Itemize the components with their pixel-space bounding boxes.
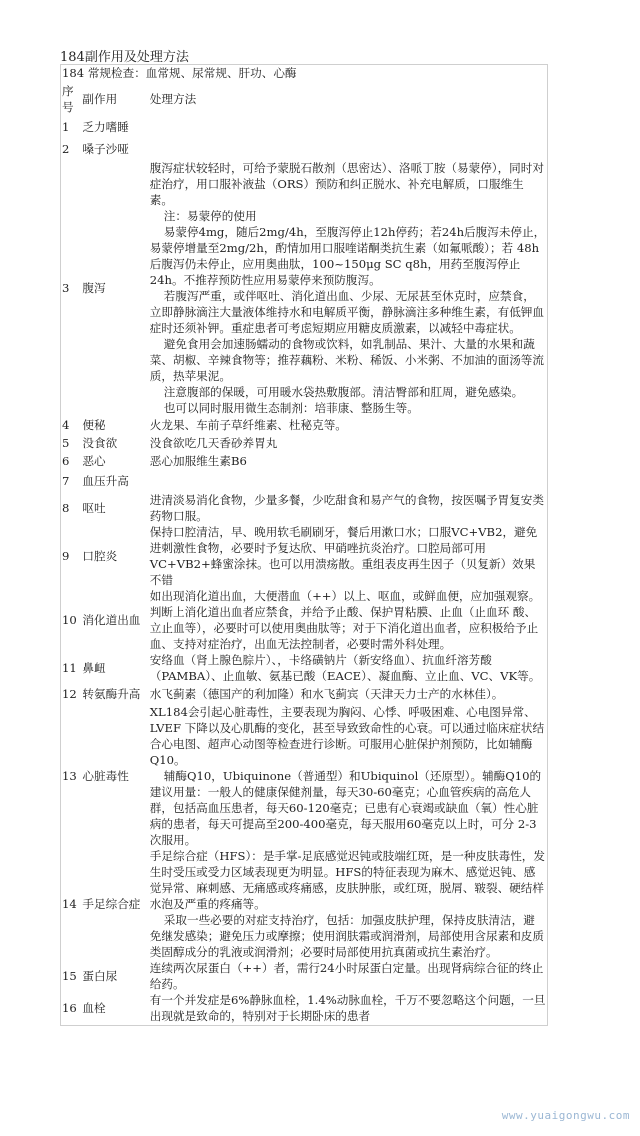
table-heading-row <box>60 64 548 82</box>
table-row <box>60 704 548 848</box>
table-row <box>60 684 548 704</box>
page-title: 184副作用及处理方法 <box>60 50 189 65</box>
row-number: 15 <box>62 969 77 983</box>
treatment-paragraph: 易蒙停4mg，随后2mg/4h，至腹泻停止12h停药；若24h后腹泻未停止，易蒙停增量至2mg/2h，酌情加用口服喹诺酮类抗生素（如氟哌酸）；若 48h后腹泻仍未停止，应用奥曲肽，100~150μg SC q8h，用药至腹泻停止24h。不推荐预防性应用易蒙停来预防腹泻。 <box>149 225 546 287</box>
table-row <box>60 416 548 434</box>
row-treatment <box>148 524 548 588</box>
row-side-effect: 呕吐 <box>82 501 106 515</box>
row-side-effect: 消化道出血 <box>82 613 141 627</box>
row-side-effect: 转氨酶升高 <box>82 687 141 701</box>
treatment-paragraph: 注意腹部的保暖，可用暖水袋热敷腹部。清洁臀部和肛周，避免感染。 <box>163 385 524 399</box>
row-number: 3 <box>62 281 70 295</box>
row-number: 1 <box>62 120 70 134</box>
treatment-paragraph: 安络血（肾上腺色腙片）、，卡络磺钠片（新安络血）、抗血纤溶芳酸（PAMBA）、止血敏、氨基已酸（EACE）、凝血酶、立止血、VC、VK等。 <box>149 653 541 683</box>
side-effects-table <box>60 64 548 1024</box>
treatment-paragraph: 如出现消化道出血，大便潜血（++）以上、呕血，或鲜血便，应加强观察。判断上消化道出血者应禁食，并给予止酸、保护胃粘膜、止血（止血环 酸、立止血等），必要时可以使用奥曲肽等；对于下消化道出血者，应积极给予止血、支持对症治疗，出血无法控制者，必要时需外科处理。 <box>149 589 541 651</box>
watermark: www.yuaigongwu.com <box>501 1109 630 1122</box>
row-number: 11 <box>62 661 77 675</box>
treatment-paragraph: 进清淡易消化食物，少量多餐，少吃甜食和易产气的食物，按医嘱予胃复安类药物口服。 <box>149 493 544 523</box>
table-row <box>60 160 548 416</box>
row-treatment <box>148 704 548 848</box>
row-treatment <box>148 116 548 138</box>
treatment-paragraph: 手足综合症（HFS）：是手掌-足底感觉迟钝或肢端红斑，是一种皮肤毒性，发生时受压或受力区域表现更为明显。HFS的特征表现为麻木、感觉迟钝、感觉异常、麻刺感、无痛感或疼痛感，皮肤肿胀，或红斑，脱屑、皲裂、硬结样水泡及严重的疼痛等。 <box>149 849 545 911</box>
row-treatment <box>148 684 548 704</box>
row-side-effect: 鼻衄 <box>82 661 106 675</box>
row-side-effect: 蛋白尿 <box>82 969 118 983</box>
row-number: 14 <box>62 897 77 911</box>
treatment-paragraph: 也可以同时服用微生态制剂：培菲康、整肠生等。 <box>163 401 419 415</box>
row-number: 13 <box>62 769 77 783</box>
treatment-paragraph: 恶心加服维生素B6 <box>149 454 247 468</box>
row-number: 8 <box>62 501 70 515</box>
row-side-effect: 手足综合症 <box>82 897 141 911</box>
row-treatment <box>148 160 548 416</box>
treatment-paragraph: 辅酶Q10，Ubiquinone（普通型）和Ubiquinol（还原型）。辅酶Q10的建议用量：一般人的健康保健剂量，每天30-60毫克；心血管疾病的高危人 群，包括高血压患者，每天60-120毫克；已患有心衰竭或缺血（氧）性心脏病的患者，每天可提高至200-400毫克，每天服用60毫克以上时，可分 2-3次服用。 <box>149 769 542 847</box>
row-treatment <box>148 138 548 160</box>
row-side-effect: 腹泻 <box>82 281 106 295</box>
treatment-paragraph: 避免食用会加速肠蠕动的食物或饮料，如乳制品、果汁、大量的水果和蔬菜、胡椒、辛辣食物等；推荐藕粉、米粉、稀饭、小米粥、不加油的面汤等流质，热苹果泥。 <box>149 337 544 383</box>
row-number: 16 <box>62 1001 77 1015</box>
row-side-effect: 嗓子沙哑 <box>82 142 129 156</box>
column-header-no: 序号 <box>62 84 74 114</box>
row-side-effect: 乏力嗜睡 <box>82 120 129 134</box>
treatment-paragraph: 腹泻症状较轻时，可给予蒙脱石散剂（思密达）、洛哌丁胺（易蒙停），同时对症治疗，用口服补液盐（ORS）预防和纠正脱水、补充电解质，口服维生素。 <box>149 161 544 207</box>
row-number: 5 <box>62 436 70 450</box>
column-header-side-effect: 副作用 <box>82 92 118 106</box>
row-number: 9 <box>62 549 70 563</box>
row-number: 6 <box>62 454 70 468</box>
treatment-paragraph: XL184会引起心脏毒性，主要表现为胸闷、心悸、呼吸困难、心电图异常、LVEF 下降以及心肌酶的变化，甚至导致致命性的心衰。可以通过临床症状结合心电图、超声心动图等检查进行诊断。可服用心脏保护剂预防，比如辅酶Q10。 <box>149 705 545 767</box>
column-header-treatment: 处理方法 <box>149 92 197 106</box>
table-row <box>60 848 548 960</box>
table-row <box>60 434 548 452</box>
row-side-effect: 血栓 <box>82 1001 106 1015</box>
row-side-effect: 便秘 <box>82 418 106 432</box>
treatment-paragraph: 若腹泻严重，或伴呕吐、消化道出血、少尿、无尿甚至休克时，应禁食，立即静脉滴注大量液体维持水和电解质平衡，静脉滴注多种维生素，有低钾血症时还须补钾。重症患者可考虑短期应用糖皮质激素，以减轻中毒症状。 <box>149 289 544 335</box>
treatment-paragraph: 连续两次尿蛋白（++）者，需行24小时尿蛋白定量。出现肾病综合征的终止给药。 <box>149 961 544 991</box>
row-side-effect: 心脏毒性 <box>82 769 129 783</box>
row-treatment <box>148 416 548 434</box>
treatment-paragraph: 保持口腔清洁，早、晚用软毛刷刷牙，餐后用漱口水；口服VC+VB2，避免进刺激性食物，必要时予复达欣、甲硝唑抗炎治疗。口腔局部可用VC+VB2+蜂蜜涂抹。也可以用溃疡散。重组表皮再生因子（贝复新）效果不错 <box>149 525 538 587</box>
treatment-paragraph: 火龙果、车前子草纤维素、杜秘克等。 <box>149 418 347 432</box>
row-side-effect: 口腔炎 <box>82 549 118 563</box>
row-treatment <box>148 452 548 470</box>
table-heading: 184 常规检查：血常规、尿常规、肝功、心酶 <box>62 66 297 80</box>
row-treatment <box>148 492 548 524</box>
table-row <box>60 138 548 160</box>
treatment-paragraph: 采取一些必要的对症支持治疗，包括：加强皮肤护理，保持皮肤清洁，避免继发感染；避免压力或摩擦；使用润肤霜或润滑剂，局部使用含尿素和皮质类固醇成分的乳液或润滑剂；必要时局部使用抗真菌或抗生素治疗。 <box>149 913 544 959</box>
row-treatment <box>148 848 548 960</box>
table-row <box>60 492 548 524</box>
table-row <box>60 470 548 492</box>
row-treatment <box>148 652 548 684</box>
row-number: 12 <box>62 687 77 701</box>
table-row <box>60 992 548 1024</box>
treatment-paragraph: 没食欲吃几天香砂养胃丸 <box>149 436 278 450</box>
table-row <box>60 452 548 470</box>
table-row <box>60 524 548 588</box>
row-treatment <box>148 992 548 1024</box>
row-treatment <box>148 470 548 492</box>
row-side-effect: 没食欲 <box>82 436 118 450</box>
row-number: 2 <box>62 142 70 156</box>
row-number: 4 <box>62 418 70 432</box>
table-row <box>60 960 548 992</box>
table-row <box>60 588 548 652</box>
treatment-paragraph: 水飞蓟素（德国产的利加隆）和水飞蓟宾（天津天力士产的水林佳）。 <box>149 687 504 701</box>
row-side-effect: 血压升高 <box>82 474 129 488</box>
row-number: 7 <box>62 474 70 488</box>
treatment-paragraph: 有一个并发症是6%静脉血栓，1.4%动脉血栓，千万不要忽略这个问题，一旦出现就是致命的，特别对于长期卧床的患者 <box>149 993 546 1023</box>
row-number: 10 <box>62 613 77 627</box>
row-side-effect: 恶心 <box>82 454 106 468</box>
row-treatment <box>148 434 548 452</box>
table-row <box>60 652 548 684</box>
treatment-paragraph: 注：易蒙停的使用 <box>163 209 257 223</box>
table-row <box>60 116 548 138</box>
column-header-row <box>60 82 548 116</box>
row-treatment <box>148 960 548 992</box>
row-treatment <box>148 588 548 652</box>
